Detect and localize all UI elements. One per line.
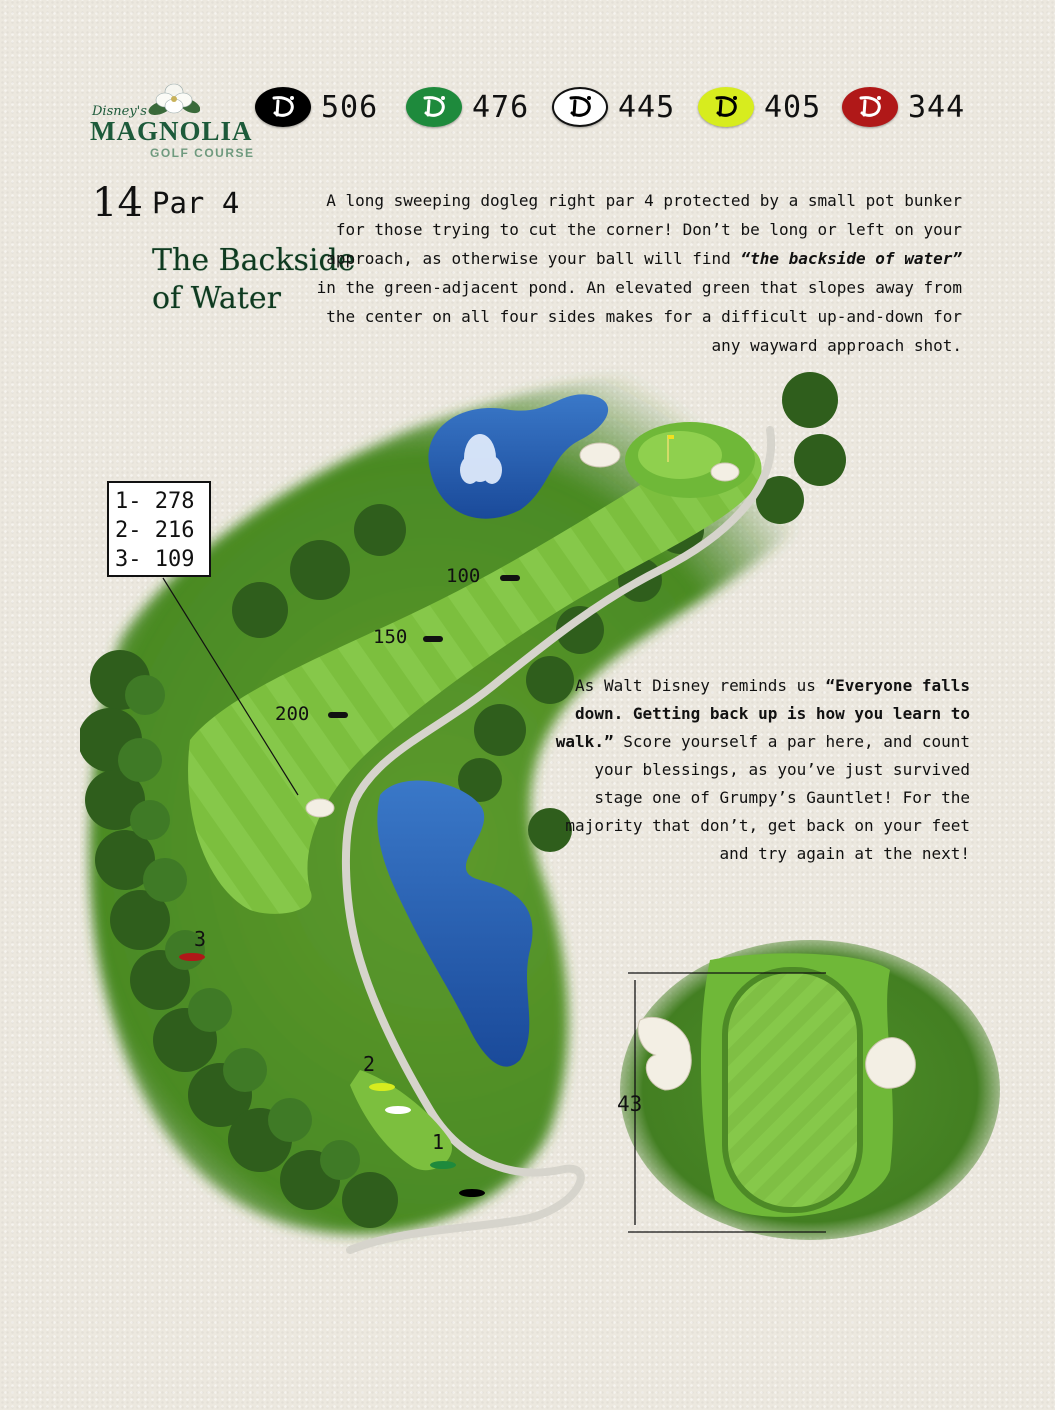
hole-number: 14 xyxy=(92,180,143,226)
tee-yellow-badge-icon xyxy=(698,87,754,127)
tee-label-1: 1 xyxy=(432,1130,445,1154)
tee-yellow xyxy=(698,84,821,130)
carry-distance-3: 3- 109 xyxy=(115,547,195,572)
tee-white-yardage: 445 xyxy=(618,89,676,125)
green-depth-label: 43 xyxy=(617,1092,643,1116)
tee-black-badge-icon xyxy=(255,87,311,127)
logo-golf-course-text: GOLF COURSE xyxy=(150,146,255,160)
tee-red xyxy=(842,84,965,130)
tee-green-yardage: 476 xyxy=(472,89,530,125)
tee-white xyxy=(552,84,675,130)
green-detail-diagram xyxy=(600,940,1000,1240)
hole-description: A long sweeping dogleg right par 4 protected by a small pot bunker for those trying to cut the corner! Don’t be long or left on your approach, as otherwise your ball will find “the backside of water” in the green-adjacent pond. An elevated green that slopes away from the center on all four sides makes for a difficult up-and-down for any wayward approach shot. xyxy=(316,191,962,355)
tee-yellow-yardage: 405 xyxy=(764,89,822,125)
tee-white-badge-icon xyxy=(552,87,608,127)
yard-marker-100: 100 xyxy=(446,565,481,587)
tee-label-3: 3 xyxy=(194,927,207,951)
tee-green-badge-icon xyxy=(406,87,462,127)
tee-green xyxy=(406,84,529,130)
magnolia-logo xyxy=(88,82,263,164)
tee-red-badge-icon xyxy=(842,87,898,127)
tee-red-yardage: 344 xyxy=(908,89,966,125)
carry-distance-2: 2- 216 xyxy=(115,518,195,543)
carry-distances-box xyxy=(107,481,211,577)
hole-par: Par 4 xyxy=(152,186,240,220)
yard-marker-150: 150 xyxy=(373,626,408,648)
yard-marker-200: 200 xyxy=(275,703,310,725)
tee-black-yardage: 506 xyxy=(321,89,379,125)
quote-emphasis: “Everyone falls down. Getting back up is how you learn to walk.” xyxy=(555,676,970,751)
walt-disney-quote-paragraph: As Walt Disney reminds us “Everyone falls down. Getting back up is how you learn to walk.” Score yourself a par here, and count your blessings, as you’ve just survived stage one of Grumpy’s Gauntlet! For the majority that don’t, get back on your feet and try again at the next! xyxy=(555,676,970,863)
carry-distance-1: 1- 278 xyxy=(115,489,195,514)
logo-disneys-text: Disney's xyxy=(92,104,147,119)
hole-name: The Backside of Water xyxy=(152,243,356,316)
tee-black xyxy=(255,84,378,130)
logo-magnolia-text: MAGNOLIA xyxy=(90,116,253,146)
description-emphasis: “the backside of water” xyxy=(740,249,962,268)
tee-label-2: 2 xyxy=(363,1052,376,1076)
